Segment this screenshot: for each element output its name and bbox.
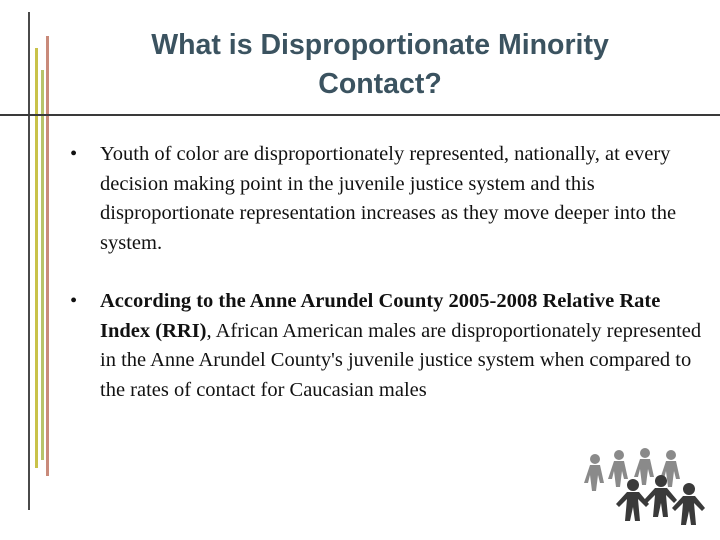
people-holding-hands-icon: [575, 445, 710, 530]
decorative-line: [28, 12, 30, 510]
bullet-item: [70, 140, 710, 258]
title-line-1: What is Disproportionate Minority: [151, 29, 609, 61]
bullet-list: [70, 140, 710, 405]
bullet-marker: •: [70, 290, 78, 312]
bullet-text: Youth of color are disproportionately represented, nationally, at every decision making point in the juvenile justice system and this disproportionate representation increases as they move deeper into the system.: [100, 143, 677, 254]
bullet-text: , African American males are disproportionately represented in the Anne Arundel County's juvenile justice system when compared to the rates of contact for Caucasian males: [100, 319, 702, 401]
bullet-bold-text: According to the Anne Arundel County 2005-2008 Relative Rate Index (RRI): [100, 290, 661, 342]
slide-title: [60, 26, 700, 104]
title-line-2: Contact?: [318, 68, 442, 100]
bullet-marker: •: [70, 143, 78, 165]
bullet-item: [70, 287, 710, 405]
decorative-line: [46, 36, 49, 476]
title-divider: [0, 114, 720, 116]
decorative-line: [41, 70, 44, 460]
decorative-line: [35, 48, 38, 468]
